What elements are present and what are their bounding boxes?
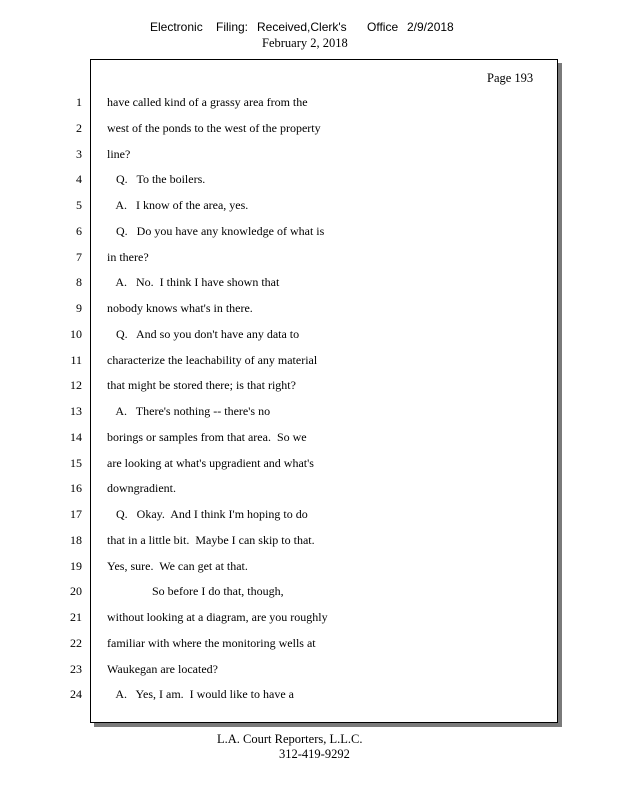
line-number: 9 bbox=[76, 301, 82, 315]
transcript-line: A. There's nothing -- there's no bbox=[107, 404, 271, 418]
filing-date-line: February 2, 2018 bbox=[262, 36, 348, 50]
transcript-line: A. No. I think I have shown that bbox=[107, 275, 280, 289]
transcript-line: Q. And so you don't have any data to bbox=[107, 327, 300, 341]
line-number: 8 bbox=[76, 275, 82, 289]
line-number: 13 bbox=[70, 404, 82, 418]
transcript-line: Q. To the boilers. bbox=[107, 172, 206, 186]
line-number: 19 bbox=[70, 559, 82, 573]
transcript-line: familiar with where the monitoring wells at bbox=[107, 636, 316, 650]
transcript-line: Waukegan are located? bbox=[107, 662, 218, 676]
line-number: 24 bbox=[70, 687, 82, 701]
page-number: Page 193 bbox=[487, 71, 534, 85]
line-number: 10 bbox=[70, 327, 82, 341]
transcript-line: A. I know of the area, yes. bbox=[107, 198, 249, 212]
transcript-line: Yes, sure. We can get at that. bbox=[107, 559, 248, 573]
line-number: 2 bbox=[76, 121, 82, 135]
stamp-word-received: Received,Clerk's bbox=[257, 20, 347, 34]
transcript-line: in there? bbox=[107, 250, 149, 264]
transcript-line: downgradient. bbox=[107, 481, 176, 495]
line-number: 7 bbox=[76, 250, 82, 264]
transcript-line: that might be stored there; is that right? bbox=[107, 378, 296, 392]
line-number: 20 bbox=[70, 584, 82, 598]
line-number: 18 bbox=[70, 533, 82, 547]
line-number: 4 bbox=[76, 172, 82, 186]
line-number: 14 bbox=[70, 430, 82, 444]
line-number: 17 bbox=[70, 507, 82, 521]
transcript-line: nobody knows what's in there. bbox=[107, 301, 253, 315]
line-number: 5 bbox=[76, 198, 82, 212]
transcript-line: Q. Do you have any knowledge of what is bbox=[107, 224, 325, 238]
transcript-line: west of the ponds to the west of the property bbox=[107, 121, 321, 135]
line-number: 1 bbox=[76, 95, 82, 109]
line-number: 16 bbox=[70, 481, 82, 495]
line-number: 23 bbox=[70, 662, 82, 676]
footer-phone: 312-419-9292 bbox=[279, 747, 350, 761]
line-number: 15 bbox=[70, 456, 82, 470]
filing-stamp bbox=[0, 20, 618, 36]
line-number: 12 bbox=[70, 378, 82, 392]
line-number: 3 bbox=[76, 147, 82, 161]
footer-company: L.A. Court Reporters, L.L.C. bbox=[217, 732, 363, 746]
transcript-line: A. Yes, I am. I would like to have a bbox=[107, 687, 294, 701]
transcript-line: So before I do that, though, bbox=[107, 584, 284, 598]
transcript-line: borings or samples from that area. So we bbox=[107, 430, 307, 444]
transcript-line: that in a little bit. Maybe I can skip to that. bbox=[107, 533, 315, 547]
stamp-word-date: 2/9/2018 bbox=[407, 20, 454, 34]
transcript-line: are looking at what's upgradient and what's bbox=[107, 456, 314, 470]
line-number: 21 bbox=[70, 610, 82, 624]
transcript-line: line? bbox=[107, 147, 131, 161]
line-number: 22 bbox=[70, 636, 82, 650]
line-number: 6 bbox=[76, 224, 82, 238]
transcript-line: characterize the leachability of any material bbox=[107, 353, 318, 367]
stamp-word-office: Office bbox=[367, 20, 399, 34]
stamp-word-filing: Filing: bbox=[216, 20, 249, 34]
transcript-line: without looking at a diagram, are you roughly bbox=[107, 610, 328, 624]
transcript-line: have called kind of a grassy area from the bbox=[107, 95, 308, 109]
transcript-line: Q. Okay. And I think I'm hoping to do bbox=[107, 507, 308, 521]
line-number: 11 bbox=[70, 353, 82, 367]
stamp-word-electronic: Electronic bbox=[150, 20, 203, 34]
